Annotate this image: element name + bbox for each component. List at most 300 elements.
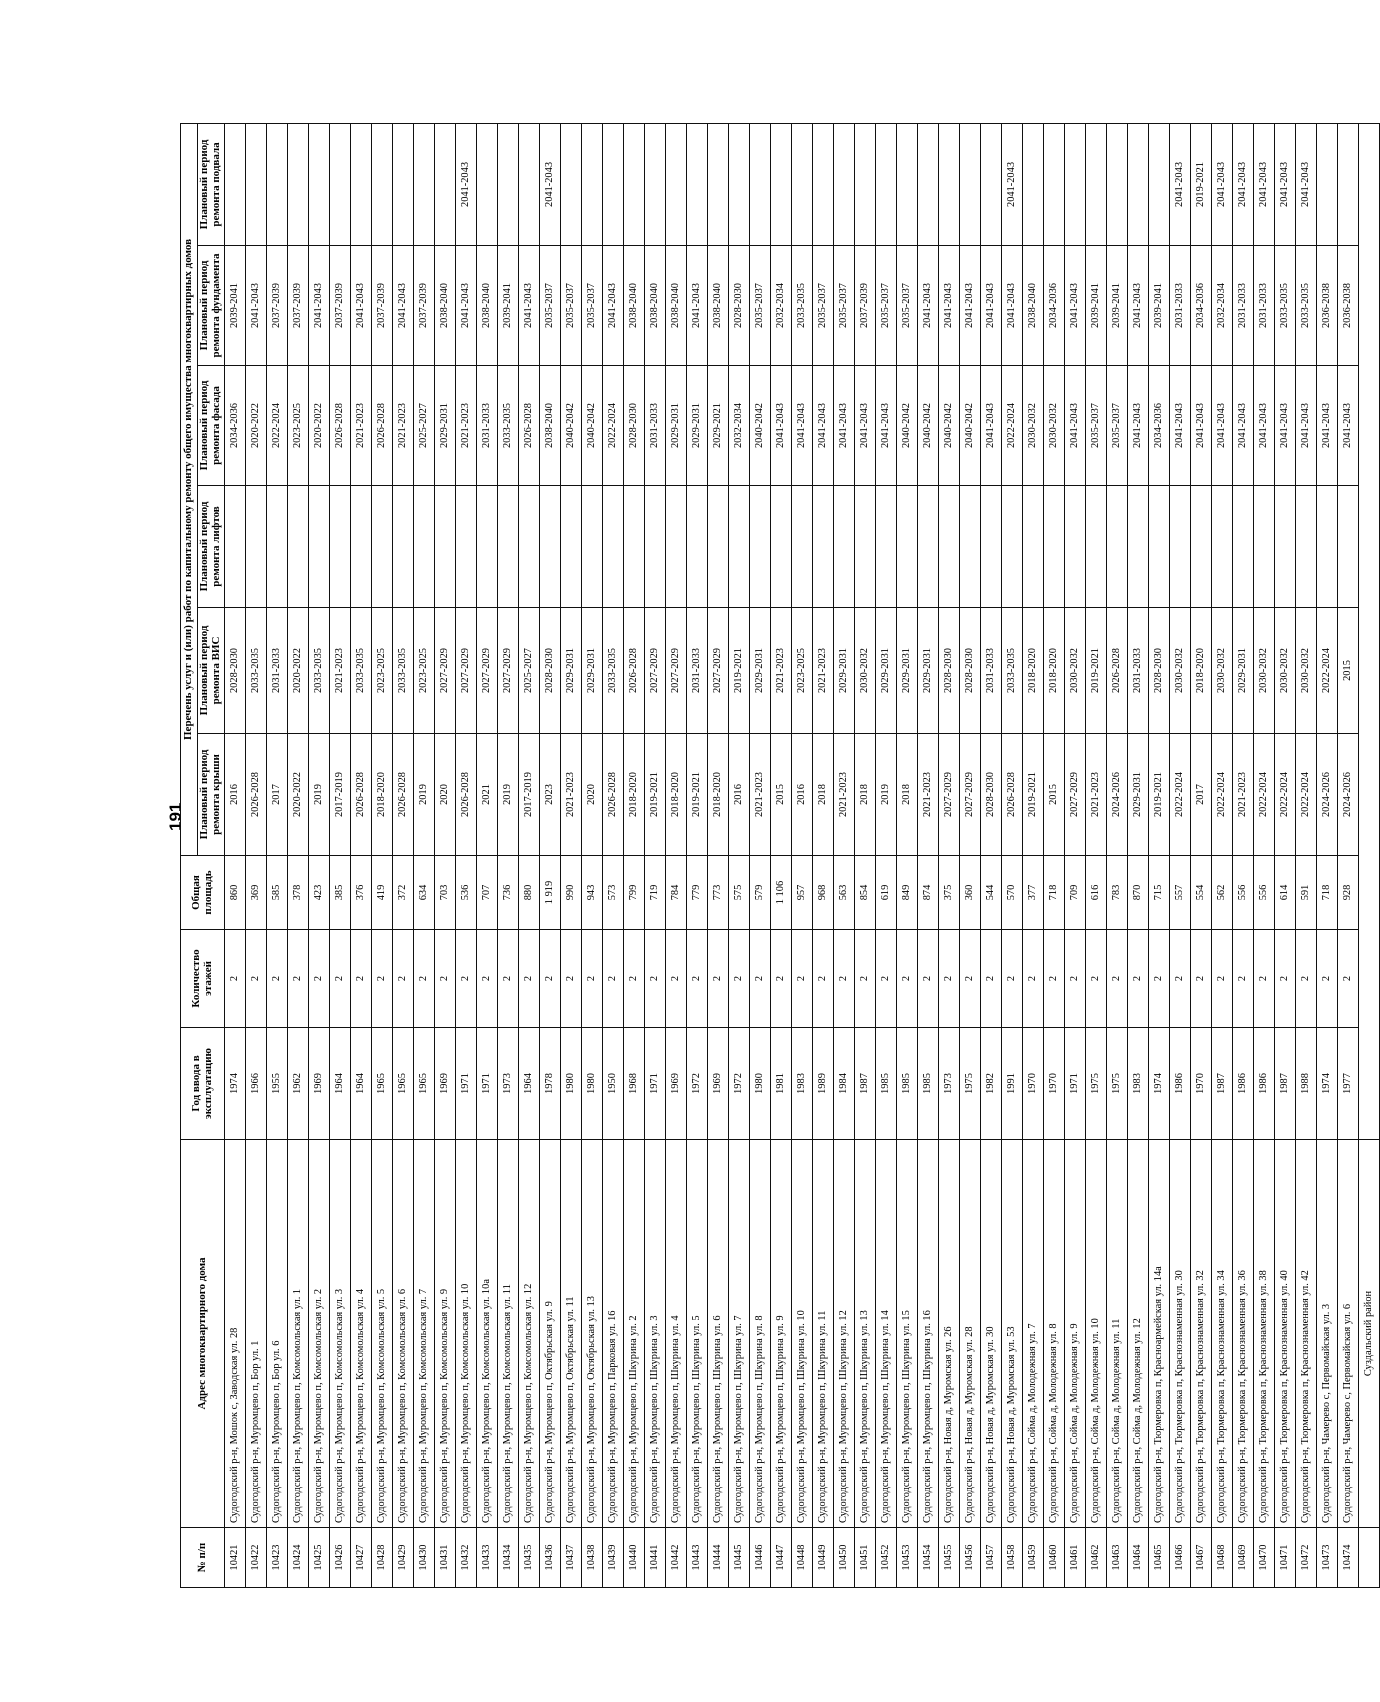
cell-facade: 2029-2031: [666, 366, 687, 486]
cell-area: 990: [561, 856, 582, 930]
cell-area: 715: [1149, 856, 1170, 930]
cell-roof: 2017: [1191, 734, 1212, 856]
cell-address: Судогодский р-н, Сойма д, Молодежная ул. 8: [1044, 1140, 1065, 1528]
cell-address: Судогодский р-н, Муромцево п, Октябрьская ул. 9: [540, 1140, 561, 1528]
cell-lift: [372, 486, 393, 608]
cell-basement: [750, 123, 771, 245]
cell-num: 10428: [372, 1528, 393, 1588]
cell-foundation: 2041-2043: [456, 246, 477, 366]
cell-lift: [918, 486, 939, 608]
table-row: [540, 123, 561, 1587]
cell-year: 1969: [309, 1028, 330, 1140]
table-row: [498, 123, 519, 1587]
header-num: № п/п: [181, 1528, 225, 1588]
cell-roof: 2018-2020: [708, 734, 729, 856]
cell-vis: 2025-2027: [519, 608, 540, 734]
cell-lift: [498, 486, 519, 608]
cell-roof: 2026-2028: [246, 734, 267, 856]
cell-roof: 2024-2026: [1107, 734, 1128, 856]
cell-area: 773: [708, 856, 729, 930]
cell-area: 619: [876, 856, 897, 930]
cell-basement: 2041-2043: [456, 123, 477, 245]
header-roof: Плановый период ремонта крыши: [198, 734, 225, 856]
cell-foundation: 2039-2041: [225, 246, 246, 366]
cell-facade: 2040-2042: [561, 366, 582, 486]
cell-floors: 2: [582, 930, 603, 1028]
cell-lift: [960, 486, 981, 608]
cell-year: 1987: [1212, 1028, 1233, 1140]
cell-facade: 2033-2035: [498, 366, 519, 486]
cell-num: 10473: [1317, 1528, 1338, 1588]
cell-lift: [1107, 486, 1128, 608]
cell-foundation: 2039-2041: [1107, 246, 1128, 366]
cell-roof: 2027-2029: [960, 734, 981, 856]
cell-address: Судогодский р-н, Муромцево п, Шкурина ул. 14: [876, 1140, 897, 1528]
cell-basement: 2041-2043: [1275, 123, 1296, 245]
cell-floors: 2: [1107, 930, 1128, 1028]
cell-year: 1970: [1023, 1028, 1044, 1140]
cell-area: 719: [645, 856, 666, 930]
cell-year: 1974: [225, 1028, 246, 1140]
cell-address: Судогодский р-н, Новая д, Муромская ул. 30: [981, 1140, 1002, 1528]
cell-facade: 2041-2043: [981, 366, 1002, 486]
cell-floors: 2: [1170, 930, 1191, 1028]
cell-foundation: 2036-2038: [1317, 246, 1338, 366]
cell-area: 634: [414, 856, 435, 930]
cell-lift: [1296, 486, 1317, 608]
cell-year: 1989: [813, 1028, 834, 1140]
cell-vis: 2029-2031: [897, 608, 918, 734]
cell-basement: [393, 123, 414, 245]
cell-address: Судогодский р-н, Муромцево п, Комсомольская ул. 7: [414, 1140, 435, 1528]
cell-lift: [813, 486, 834, 608]
table-row: [435, 123, 456, 1587]
cell-foundation: 2035-2037: [813, 246, 834, 366]
table-row: [708, 123, 729, 1587]
cell-foundation: 2041-2043: [1128, 246, 1149, 366]
cell-address: Судогодский р-н, Тюрмеровка п, Краснознаменная ул. 42: [1296, 1140, 1317, 1528]
cell-floors: 2: [561, 930, 582, 1028]
cell-foundation: 2041-2043: [918, 246, 939, 366]
cell-year: 1969: [435, 1028, 456, 1140]
cell-facade: 2022-2024: [267, 366, 288, 486]
table-row: [1023, 123, 1044, 1587]
cell-year: 1972: [729, 1028, 750, 1140]
cell-facade: 2034-2036: [1149, 366, 1170, 486]
table-row: [246, 123, 267, 1587]
cell-area: 554: [1191, 856, 1212, 930]
cell-num: 10438: [582, 1528, 603, 1588]
cell-roof: 2022-2024: [1212, 734, 1233, 856]
cell-roof: 2016: [792, 734, 813, 856]
cell-basement: [330, 123, 351, 245]
cell-area: 557: [1170, 856, 1191, 930]
table-row: [897, 123, 918, 1587]
cell-lift: [1275, 486, 1296, 608]
cell-vis: 2029-2031: [918, 608, 939, 734]
cell-area: 718: [1317, 856, 1338, 930]
cell-roof: 2020-2022: [288, 734, 309, 856]
cell-year: 1974: [1317, 1028, 1338, 1140]
cell-address: Судогодский р-н, Тюрмеровка п, Краснознаменная ул. 30: [1170, 1140, 1191, 1528]
cell-facade: 2020-2022: [246, 366, 267, 486]
header-facade: Плановый период ремонта фасада: [198, 366, 225, 486]
cell-vis: 2033-2035: [393, 608, 414, 734]
cell-basement: [288, 123, 309, 245]
district-label: Суздальский район: [1359, 1140, 1380, 1528]
cell-basement: [1149, 123, 1170, 245]
cell-floors: 2: [1002, 930, 1023, 1028]
cell-foundation: 2033-2035: [1296, 246, 1317, 366]
cell-basement: [624, 123, 645, 245]
cell-floors: 2: [372, 930, 393, 1028]
capital-repair-table: [180, 123, 1380, 1588]
cell-lift: [603, 486, 624, 608]
cell-year: 1987: [855, 1028, 876, 1140]
cell-area: 870: [1128, 856, 1149, 930]
cell-area: 570: [1002, 856, 1023, 930]
table-row: [792, 123, 813, 1587]
header-year: Год ввода в эксплуатацию: [181, 1028, 225, 1140]
cell-lift: [687, 486, 708, 608]
cell-address: Судогодский р-н, Муромцево п, Октябрьская ул. 13: [582, 1140, 603, 1528]
cell-address: Судогодский р-н, Муромцево п, Шкурина ул. 2: [624, 1140, 645, 1528]
cell-foundation: 2033-2035: [1275, 246, 1296, 366]
cell-num: 10434: [498, 1528, 519, 1588]
cell-year: 1991: [1002, 1028, 1023, 1140]
cell-lift: [477, 486, 498, 608]
cell-vis: 2033-2035: [351, 608, 372, 734]
table-row: [876, 123, 897, 1587]
cell-facade: 2040-2042: [939, 366, 960, 486]
cell-facade: 2029-2031: [435, 366, 456, 486]
cell-roof: 2019: [309, 734, 330, 856]
cell-roof: 2018-2020: [666, 734, 687, 856]
cell-area: 372: [393, 856, 414, 930]
cell-foundation: 2035-2037: [540, 246, 561, 366]
cell-roof: 2018: [813, 734, 834, 856]
cell-vis: 2031-2033: [981, 608, 1002, 734]
cell-floors: 2: [834, 930, 855, 1028]
cell-address: Судогодский р-н, Муромцево п, Шкурина ул. 3: [645, 1140, 666, 1528]
cell-area: 556: [1233, 856, 1254, 930]
cell-floors: 2: [750, 930, 771, 1028]
cell-num: 10456: [960, 1528, 981, 1588]
table-row: [309, 123, 330, 1587]
cell-foundation: 2031-2033: [1170, 246, 1191, 366]
cell-facade: 2030-2032: [1023, 366, 1044, 486]
cell-lift: [939, 486, 960, 608]
cell-year: 1975: [960, 1028, 981, 1140]
cell-num: 10450: [834, 1528, 855, 1588]
cell-vis: 2027-2029: [456, 608, 477, 734]
cell-floors: 2: [1044, 930, 1065, 1028]
cell-address: Судогодский р-н, Тюрмеровка п, Краснознаменная ул. 38: [1254, 1140, 1275, 1528]
cell-basement: 2041-2043: [1002, 123, 1023, 245]
table-row: [414, 123, 435, 1587]
cell-lift: [1086, 486, 1107, 608]
cell-address: Судогодский р-н, Муромцево п, Комсомольская ул. 5: [372, 1140, 393, 1528]
cell-basement: [897, 123, 918, 245]
cell-roof: 2019-2021: [645, 734, 666, 856]
cell-foundation: 2039-2041: [1149, 246, 1170, 366]
table-row: [645, 123, 666, 1587]
cell-address: Судогодский р-н, Тюрмеровка п, Краснознаменная ул. 32: [1191, 1140, 1212, 1528]
cell-address: Судогодский р-н, Чамерево с, Первомайская ул. 6: [1338, 1140, 1359, 1528]
cell-num: 10426: [330, 1528, 351, 1588]
cell-basement: [708, 123, 729, 245]
cell-facade: 2022-2024: [1002, 366, 1023, 486]
table-row: [351, 123, 372, 1587]
cell-lift: [897, 486, 918, 608]
table-row: [603, 123, 624, 1587]
cell-num: 10472: [1296, 1528, 1317, 1588]
table-row: [1065, 123, 1086, 1587]
cell-vis: 2030-2032: [1065, 608, 1086, 734]
cell-lift: [540, 486, 561, 608]
cell-foundation: 2037-2039: [372, 246, 393, 366]
cell-lift: [708, 486, 729, 608]
cell-year: 1973: [939, 1028, 960, 1140]
cell-address: Судогодский р-н, Муромцево п, Шкурина ул. 16: [918, 1140, 939, 1528]
cell-foundation: 2032-2034: [771, 246, 792, 366]
cell-address: Судогодский р-н, Тюрмеровка п, Краснознаменная ул. 40: [1275, 1140, 1296, 1528]
table-row: [477, 123, 498, 1587]
cell-area: 573: [603, 856, 624, 930]
cell-floors: 2: [645, 930, 666, 1028]
cell-area: 579: [750, 856, 771, 930]
cell-floors: 2: [918, 930, 939, 1028]
cell-foundation: 2038-2040: [645, 246, 666, 366]
cell-lift: [330, 486, 351, 608]
cell-year: 1987: [1275, 1028, 1296, 1140]
cell-foundation: 2037-2039: [267, 246, 288, 366]
cell-address: Судогодский р-н, Муромцево п, Шкурина ул. 12: [834, 1140, 855, 1528]
cell-foundation: 2038-2040: [477, 246, 498, 366]
rotated-table-container: [180, 124, 1374, 1588]
cell-facade: 2041-2043: [1254, 366, 1275, 486]
table-row: [1338, 123, 1359, 1587]
cell-facade: 2020-2022: [309, 366, 330, 486]
cell-address: Судогодский р-н, Муромцево п, Шкурина ул. 11: [813, 1140, 834, 1528]
cell-year: 1971: [477, 1028, 498, 1140]
cell-roof: 2015: [1044, 734, 1065, 856]
cell-lift: [1044, 486, 1065, 608]
cell-lift: [414, 486, 435, 608]
cell-year: 1970: [1044, 1028, 1065, 1140]
cell-area: 378: [288, 856, 309, 930]
cell-roof: 2016: [729, 734, 750, 856]
cell-lift: [645, 486, 666, 608]
table-row: [225, 123, 246, 1587]
cell-area: 360: [960, 856, 981, 930]
cell-facade: 2040-2042: [918, 366, 939, 486]
cell-vis: 2028-2030: [939, 608, 960, 734]
cell-year: 1971: [1065, 1028, 1086, 1140]
cell-year: 1983: [1128, 1028, 1149, 1140]
cell-lift: [288, 486, 309, 608]
cell-lift: [351, 486, 372, 608]
cell-area: 880: [519, 856, 540, 930]
cell-year: 1950: [603, 1028, 624, 1140]
cell-vis: 2033-2035: [309, 608, 330, 734]
header-basement: Плановый период ремонта подвала: [198, 123, 225, 245]
cell-vis: 2027-2029: [708, 608, 729, 734]
cell-year: 1969: [708, 1028, 729, 1140]
table-row: [813, 123, 834, 1587]
cell-vis: 2028-2030: [225, 608, 246, 734]
cell-vis: 2030-2032: [1254, 608, 1275, 734]
cell-lift: [393, 486, 414, 608]
table-row: [372, 123, 393, 1587]
cell-basement: [372, 123, 393, 245]
table-row: [1044, 123, 1065, 1587]
cell-area: 616: [1086, 856, 1107, 930]
table-row: [1254, 123, 1275, 1587]
cell-floors: 2: [792, 930, 813, 1028]
cell-floors: 2: [1233, 930, 1254, 1028]
cell-lift: [246, 486, 267, 608]
cell-vis: 2027-2029: [666, 608, 687, 734]
cell-floors: 2: [729, 930, 750, 1028]
cell-roof: 2029-2031: [1128, 734, 1149, 856]
table-row: [1107, 123, 1128, 1587]
cell-floors: 2: [981, 930, 1002, 1028]
cell-area: 928: [1338, 856, 1359, 930]
cell-year: 1955: [267, 1028, 288, 1140]
cell-year: 1985: [876, 1028, 897, 1140]
district-spacer: [1359, 1528, 1380, 1588]
cell-facade: 2040-2042: [960, 366, 981, 486]
cell-lift: [1233, 486, 1254, 608]
cell-foundation: 2036-2038: [1338, 246, 1359, 366]
cell-foundation: 2038-2040: [1023, 246, 1044, 366]
cell-num: 10436: [540, 1528, 561, 1588]
cell-lift: [771, 486, 792, 608]
cell-year: 1980: [582, 1028, 603, 1140]
cell-basement: [1065, 123, 1086, 245]
cell-facade: 2026-2028: [330, 366, 351, 486]
cell-floors: 2: [477, 930, 498, 1028]
cell-foundation: 2035-2037: [897, 246, 918, 366]
cell-floors: 2: [309, 930, 330, 1028]
cell-roof: 2022-2024: [1254, 734, 1275, 856]
cell-lift: [1254, 486, 1275, 608]
cell-roof: 2024-2026: [1338, 734, 1359, 856]
cell-basement: [414, 123, 435, 245]
cell-area: 707: [477, 856, 498, 930]
cell-lift: [1023, 486, 1044, 608]
cell-floors: 2: [414, 930, 435, 1028]
cell-year: 1981: [771, 1028, 792, 1140]
cell-roof: 2021-2023: [750, 734, 771, 856]
cell-num: 10427: [351, 1528, 372, 1588]
cell-year: 1983: [792, 1028, 813, 1140]
cell-year: 1965: [393, 1028, 414, 1140]
cell-area: 718: [1044, 856, 1065, 930]
cell-vis: 2031-2033: [267, 608, 288, 734]
cell-facade: 2041-2043: [1296, 366, 1317, 486]
cell-roof: 2018: [897, 734, 918, 856]
table-row: [960, 123, 981, 1587]
cell-address: Судогодский р-н, Муромцево п, Шкурина ул. 15: [897, 1140, 918, 1528]
cell-area: 874: [918, 856, 939, 930]
cell-vis: 2027-2029: [498, 608, 519, 734]
cell-lift: [981, 486, 1002, 608]
cell-num: 10443: [687, 1528, 708, 1588]
table-row: [582, 123, 603, 1587]
cell-year: 1980: [750, 1028, 771, 1140]
cell-floors: 2: [1065, 930, 1086, 1028]
cell-vis: 2021-2023: [771, 608, 792, 734]
cell-area: 575: [729, 856, 750, 930]
table-row: [918, 123, 939, 1587]
cell-floors: 2: [1338, 930, 1359, 1028]
cell-facade: 2041-2043: [1275, 366, 1296, 486]
cell-lift: [1128, 486, 1149, 608]
cell-year: 1980: [561, 1028, 582, 1140]
cell-floors: 2: [603, 930, 624, 1028]
cell-floors: 2: [687, 930, 708, 1028]
cell-lift: [1338, 486, 1359, 608]
cell-floors: 2: [456, 930, 477, 1028]
cell-area: 369: [246, 856, 267, 930]
cell-num: 10453: [897, 1528, 918, 1588]
district-row: [1359, 123, 1380, 1587]
cell-foundation: 2039-2041: [498, 246, 519, 366]
cell-num: 10455: [939, 1528, 960, 1588]
cell-area: 957: [792, 856, 813, 930]
page-number: 191: [166, 802, 185, 831]
cell-area: 377: [1023, 856, 1044, 930]
cell-vis: 2020-2022: [288, 608, 309, 734]
cell-vis: 2029-2031: [582, 608, 603, 734]
cell-num: 10461: [1065, 1528, 1086, 1588]
cell-facade: 2028-2030: [624, 366, 645, 486]
cell-roof: 2018-2020: [624, 734, 645, 856]
cell-num: 10462: [1086, 1528, 1107, 1588]
cell-facade: 2041-2043: [1338, 366, 1359, 486]
cell-num: 10448: [792, 1528, 813, 1588]
cell-year: 1977: [1338, 1028, 1359, 1140]
cell-basement: 2041-2043: [1233, 123, 1254, 245]
cell-lift: [624, 486, 645, 608]
cell-basement: [687, 123, 708, 245]
cell-floors: 2: [813, 930, 834, 1028]
cell-basement: [771, 123, 792, 245]
cell-facade: 2029-2021: [708, 366, 729, 486]
cell-basement: [1086, 123, 1107, 245]
cell-num: 10466: [1170, 1528, 1191, 1588]
cell-roof: 2018: [855, 734, 876, 856]
cell-address: Судогодский р-н, Муромцево п, Шкурина ул. 4: [666, 1140, 687, 1528]
cell-foundation: 2038-2040: [624, 246, 645, 366]
cell-vis: 2030-2032: [1170, 608, 1191, 734]
cell-num: 10439: [603, 1528, 624, 1588]
table-row: [624, 123, 645, 1587]
cell-num: 10432: [456, 1528, 477, 1588]
cell-basement: [645, 123, 666, 245]
cell-lift: [792, 486, 813, 608]
table-row: [1296, 123, 1317, 1587]
cell-num: 10459: [1023, 1528, 1044, 1588]
cell-vis: 2030-2032: [1296, 608, 1317, 734]
cell-vis: 2031-2033: [1128, 608, 1149, 734]
cell-vis: 2033-2035: [1002, 608, 1023, 734]
cell-lift: [855, 486, 876, 608]
cell-lift: [561, 486, 582, 608]
cell-floors: 2: [897, 930, 918, 1028]
